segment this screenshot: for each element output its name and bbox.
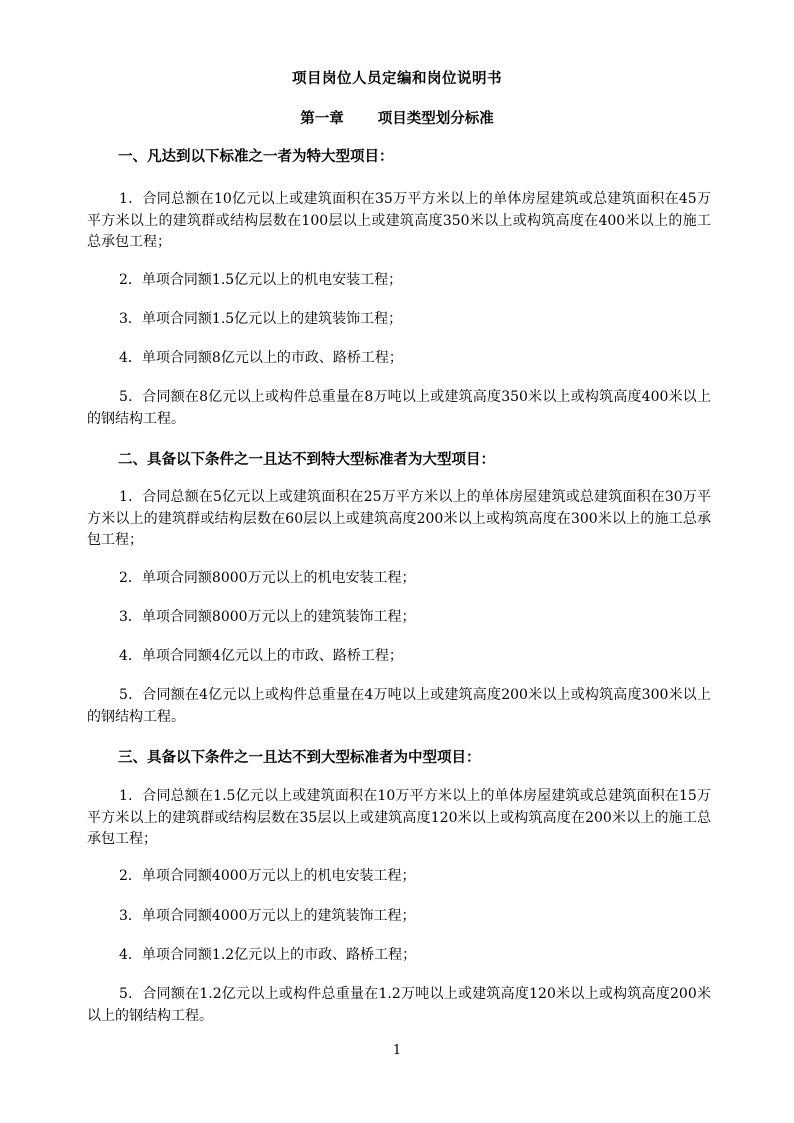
section-1-item-4: 4．单项合同额8亿元以上的市政、路桥工程； [119, 350, 403, 366]
section-heading-3: 三、具备以下条件之一且达不到大型标准者为中型项目： [118, 749, 481, 766]
section-2-item-4: 4．单项合同额4亿元以上的市政、路桥工程； [119, 648, 403, 664]
section-2-item-3: 3．单项合同额8000万元以上的建筑装饰工程； [119, 609, 416, 625]
section-1-item-3: 3．单项合同额1.5亿元以上的建筑装饰工程； [119, 311, 403, 327]
page-number: 1 [392, 1043, 402, 1058]
chapter-name: 项目类型划分标准 [377, 110, 494, 127]
section-2-item-1: 1．合同总额在5亿元以上或建筑面积在25万平方米以上的单体房屋建筑或总建筑面积在30万平方米以上的建筑群或结构层数在60层以上或建筑高度200米以上或构筑高度在300米以上的施工总承包工程； [87, 489, 711, 548]
section-1-item-2: 2．单项合同额1.5亿元以上的机电安装工程； [119, 272, 403, 288]
section-2-item-5: 5．合同额在4亿元以上或构件总重量在4万吨以上或建筑高度200米以上或构筑高度300米以上的钢结构工程。 [87, 687, 711, 725]
section-2-item-2: 2．单项合同额8000万元以上的机电安装工程； [119, 570, 416, 586]
section-heading-1: 一、凡达到以下标准之一者为特大型项目： [118, 148, 394, 165]
section-3-item-3: 3．单项合同额4000万元以上的建筑装饰工程； [119, 908, 416, 924]
chapter-number: 第一章 [300, 110, 344, 127]
section-3-item-2: 2．单项合同额4000万元以上的机电安装工程； [119, 868, 416, 884]
section-1-item-5: 5．合同额在8亿元以上或构件总重量在8万吨以上或建筑高度350米以上或构筑高度400米以上的钢结构工程。 [87, 389, 711, 427]
chapter-title [0, 108, 794, 130]
section-1-item-1: 1．合同总额在10亿元以上或建筑面积在35万平方米以上的单体房屋建筑或总建筑面积在45万平方米以上的建筑群或结构层数在100层以上或建筑高度350米以上或构筑高度在400米以上的施工总承包工程； [87, 191, 711, 250]
document-title: 项目岗位人员定编和岗位说明书 [292, 70, 502, 87]
section-3-item-1: 1．合同总额在1.5亿元以上或建筑面积在10万平方米以上的单体房屋建筑或总建筑面积在15万平方米以上的建筑群或结构层数在35层以上或建筑高度120米以上或构筑高度在200米以上的施工总承包工程； [87, 788, 711, 847]
section-3-item-5: 5．合同额在1.2亿元以上或构件总重量在1.2万吨以上或建筑高度120米以上或构筑高度200米以上的钢结构工程。 [87, 986, 711, 1024]
section-3-item-4: 4．单项合同额1.2亿元以上的市政、路桥工程； [119, 947, 417, 963]
section-heading-2: 二、具备以下条件之一且达不到特大型标准者为大型项目： [118, 451, 495, 468]
